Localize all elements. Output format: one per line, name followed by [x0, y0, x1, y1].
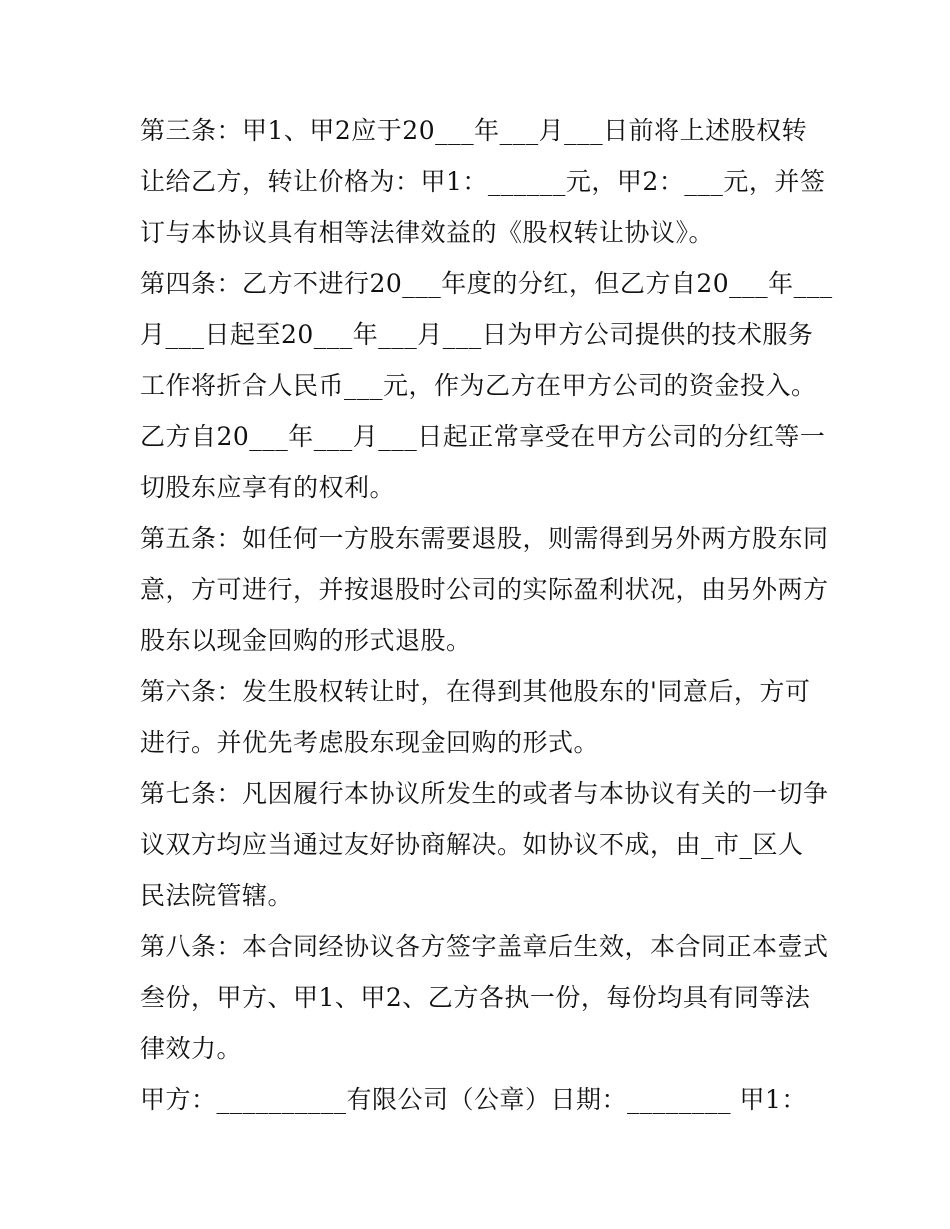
- text-line: 民法院管辖。: [140, 881, 294, 910]
- text-line: 第五条：如任何一方股东需要退股，则需得到另外两方股东同: [140, 524, 829, 553]
- text-line: 第八条：本合同经协议各方签字盖章后生效，本合同正本壹式: [140, 932, 829, 961]
- text-line: 乙方自20___年___月___日起正常享受在甲方公司的分红等一: [140, 422, 826, 451]
- text-line: 意，方可进行，并按退股时公司的实际盈利状况，由另外两方: [140, 575, 829, 604]
- text-line: 切股东应享有的权利。: [140, 473, 396, 502]
- signature-line: 甲方：__________有限公司（公章）日期：________ 甲1：: [140, 1085, 807, 1114]
- text-line: 第六条：发生股权转让时，在得到其他股东的'同意后，方可: [140, 677, 811, 706]
- text-line: 第三条：甲1、甲2应于20___年___月___日前将上述股权转: [140, 116, 808, 145]
- text-line: 月___日起至20___年___月___日为甲方公司提供的技术服务: [140, 320, 814, 349]
- text-line: 工作将折合人民币___元，作为乙方在甲方公司的资金投入。: [140, 371, 817, 400]
- text-line: 叁份，甲方、甲1、甲2、乙方各执一份，每份均具有同等法: [140, 983, 811, 1012]
- text-line: 股东以现金回购的形式退股。: [140, 626, 472, 655]
- text-line: 律效力。: [140, 1034, 243, 1063]
- text-line: 第四条：乙方不进行20___年度的分红，但乙方自20___年___: [140, 269, 833, 298]
- text-line: 议双方均应当通过友好协商解决。如协议不成，由_市_区人: [140, 830, 804, 859]
- text-line: 订与本协议具有相等法律效益的《股权转让协议》。: [140, 218, 715, 247]
- text-line: 第七条：凡因履行本协议所发生的或者与本协议有关的一切争: [140, 779, 829, 808]
- text-line: 让给乙方，转让价格为：甲1：______元，甲2：___元，并签: [140, 167, 826, 196]
- text-line: 进行。并优先考虑股东现金回购的形式。: [140, 728, 600, 757]
- contract-body: [140, 105, 833, 1125]
